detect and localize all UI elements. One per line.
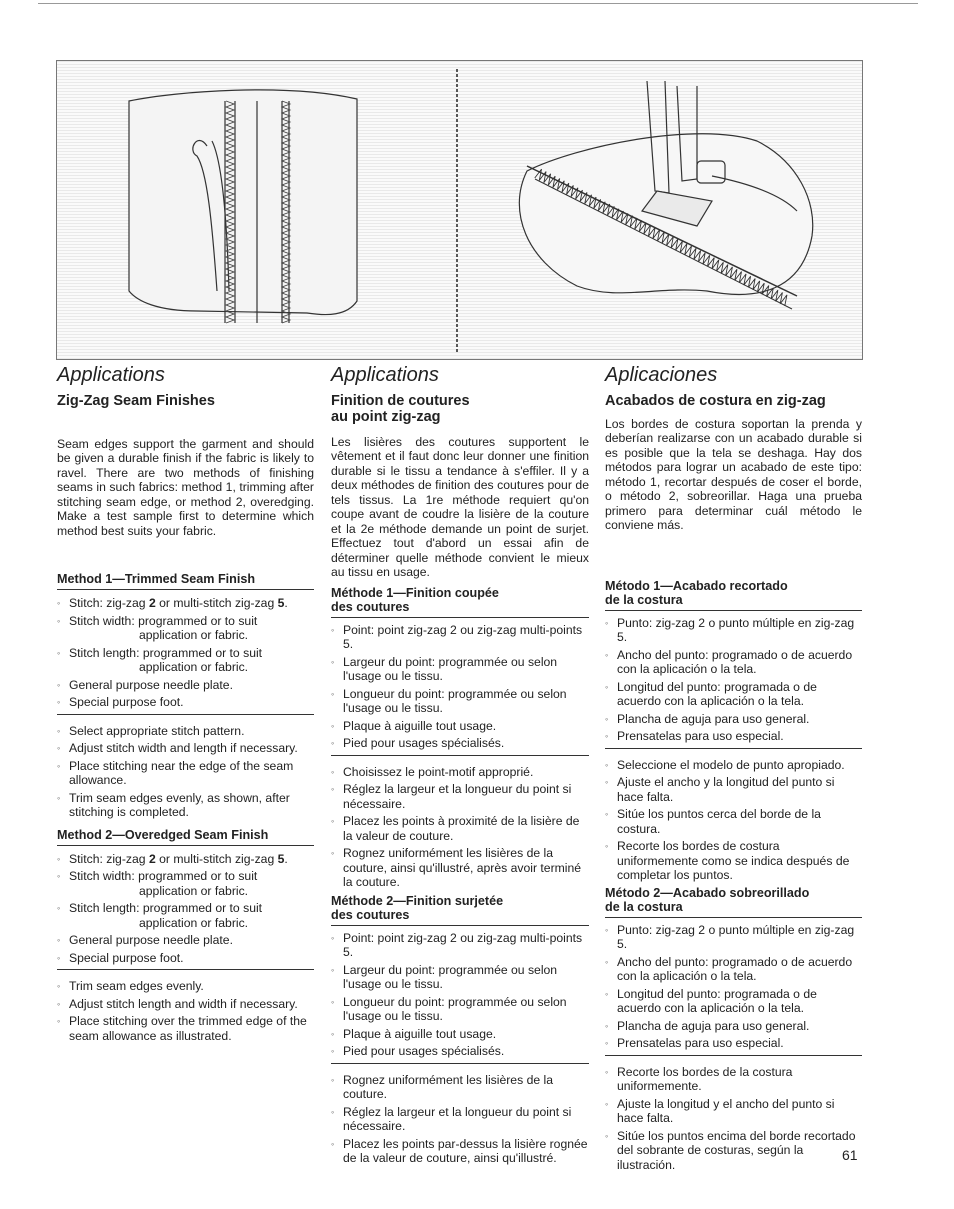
list-item: ◦ Pied pour usages spécialisés. <box>331 736 589 751</box>
spanish-method1-title: Método 1—Acabado recortado de la costura <box>605 579 862 611</box>
list-item: ◦ Réglez la largeur et la longueur du point si nécessaire. <box>331 782 589 811</box>
english-method2-settings <box>57 852 314 966</box>
english-method1-settings <box>57 596 314 710</box>
list-item: ◦ Recorte los bordes de la costura uniformemente. <box>605 1065 862 1094</box>
list-item: ◦ Stitch length: programmed or to suit application or fabric. <box>57 901 314 930</box>
french-column <box>331 364 589 1169</box>
english-title: Zig-Zag Seam Finishes <box>57 392 215 409</box>
list-item: ◦ Special purpose foot. <box>57 951 314 966</box>
french-method2-title: Méthode 2—Finition surjetée des coutures <box>331 894 589 926</box>
garment-drawing <box>129 90 357 323</box>
list-item: ◦ Rognez uniformément les lisières de la couture, ainsi qu'illustré, après avoir terminé la couture. <box>331 846 589 890</box>
list-item: ◦ Stitch: zig-zag 2 or multi-stitch zig-zag 5. <box>57 852 314 867</box>
french-intro: Les lisières des coutures supportent le vêtement et il faut donc leur donner une finition durable si le tissu a tendance à s'effiler. Il y a deux méthodes de finition des coutures pour de tels tissus. La 1re méthode requiert qu'on coupe avant de coudre la lisière de la couture et la 2e méthode demande un point de surjet. Effectuez tout d'abord un essai afin de déterminer quelle méthode convient le mieux au tissu en usage. <box>331 434 589 579</box>
list-item: ◦ Point: point zig-zag 2 ou zig-zag multi-points 5. <box>331 623 589 652</box>
list-item: ◦ Rognez uniformément les lisières de la couture. <box>331 1073 589 1102</box>
list-item: ◦ Plaque à aiguille tout usage. <box>331 1027 589 1042</box>
french-method2-settings <box>331 931 589 1059</box>
list-item: ◦ Ancho del punto: programado o de acuerdo con la aplicación o la tela. <box>605 648 862 677</box>
list-item: ◦ Ajuste el ancho y la longitud del punto si hace falta. <box>605 775 862 804</box>
spanish-title: Acabados de costura en zig-zag <box>605 392 826 409</box>
list-item: ◦ Stitch width: programmed or to suit application or fabric. <box>57 614 314 643</box>
list-item: ◦ Longueur du point: programmée ou selon l'usage ou le tissu. <box>331 687 589 716</box>
list-item: ◦ Largeur du point: programmée ou selon l'usage ou le tissu. <box>331 963 589 992</box>
list-item: ◦ Prensatelas para uso especial. <box>605 1036 862 1051</box>
spanish-column <box>605 364 862 1175</box>
french-method1-settings <box>331 623 589 751</box>
spanish-method1-steps <box>605 748 862 883</box>
list-item: ◦ Punto: zig-zag 2 o punto múltiple en zig-zag 5. <box>605 616 862 645</box>
list-item: ◦ Longitud del punto: programada o de acuerdo con la aplicación o la tela. <box>605 987 862 1016</box>
list-item: ◦ Sitúe los puntos cerca del borde de la costura. <box>605 807 862 836</box>
list-item: ◦ Recorte los bordes de costura uniformemente como se indica después de completar los puntos. <box>605 839 862 883</box>
spanish-method2-title: Método 2—Acabado sobreorillado de la costura <box>605 886 862 918</box>
list-item: ◦ Stitch: zig-zag 2 or multi-stitch zig-zag 5. <box>57 596 314 611</box>
list-item: ◦ Plaque à aiguille tout usage. <box>331 719 589 734</box>
french-method1-title: Méthode 1—Finition coupée des coutures <box>331 586 589 618</box>
top-rule <box>38 3 918 4</box>
list-item: ◦ Adjust stitch width and length if necessary. <box>57 741 314 756</box>
list-item: ◦ Ajuste la longitud y el ancho del punto si hace falta. <box>605 1097 862 1126</box>
spanish-method1-settings <box>605 616 862 744</box>
list-item: ◦ General purpose needle plate. <box>57 678 314 693</box>
list-item: ◦ Longitud del punto: programada o de acuerdo con la aplicación o la tela. <box>605 680 862 709</box>
list-item: ◦ Longueur du point: programmée ou selon l'usage ou le tissu. <box>331 995 589 1024</box>
list-item: ◦ Point: point zig-zag 2 ou zig-zag multi-points 5. <box>331 931 589 960</box>
english-method1-steps <box>57 714 314 820</box>
english-method2-steps <box>57 969 314 1043</box>
list-item: ◦ Pied pour usages spécialisés. <box>331 1044 589 1059</box>
list-item: ◦ Ancho del punto: programado o de acuerdo con la aplicación o la tela. <box>605 955 862 984</box>
english-method2-title: Method 2—Overedged Seam Finish <box>57 828 314 846</box>
list-item: ◦ Plancha de aguja para uso general. <box>605 712 862 727</box>
spanish-method2-steps <box>605 1055 862 1173</box>
list-item: ◦ Placez les points par-dessus la lisière rognée de la valeur de couture, ainsi qu'illustré. <box>331 1137 589 1166</box>
spanish-intro: Los bordes de costura soportan la prenda y deberían realizarse con un acabado durable si es posible que la tela se deshaga. Hay dos métodos para lograr un acabado de este tipo: método 1, recortar después de coser el borde, o método 2, sobreorillar. Haga una prueba primero para determinar cuál método le conviene más. <box>605 416 862 532</box>
list-item: ◦ Trim seam edges evenly. <box>57 979 314 994</box>
seam-illustration <box>57 61 862 359</box>
english-heading: Applications <box>57 364 165 386</box>
list-item: ◦ Choisissez le point-motif approprié. <box>331 765 589 780</box>
spanish-method2-settings <box>605 923 862 1051</box>
list-item: ◦ Place stitching near the edge of the seam allowance. <box>57 759 314 788</box>
french-heading: Applications <box>331 364 439 386</box>
list-item: ◦ Trim seam edges evenly, as shown, after stitching is completed. <box>57 791 314 820</box>
list-item: ◦ Stitch width: programmed or to suit application or fabric. <box>57 869 314 898</box>
list-item: ◦ Réglez la largeur et la longueur du point si nécessaire. <box>331 1105 589 1134</box>
page-number: 61 <box>842 1147 858 1163</box>
french-title: Finition de coutures au point zig-zag <box>331 392 470 425</box>
list-item: ◦ Special purpose foot. <box>57 695 314 710</box>
list-item: ◦ Largeur du point: programmée ou selon l'usage ou le tissu. <box>331 655 589 684</box>
list-item: ◦ General purpose needle plate. <box>57 933 314 948</box>
sewing-machine-drawing <box>519 81 812 309</box>
list-item: ◦ Adjust stitch length and width if necessary. <box>57 997 314 1012</box>
spanish-heading: Aplicaciones <box>605 364 718 386</box>
list-item: ◦ Punto: zig-zag 2 o punto múltiple en zig-zag 5. <box>605 923 862 952</box>
english-method1-title: Method 1—Trimmed Seam Finish <box>57 572 314 590</box>
list-item: ◦ Placez les points à proximité de la lisière de la valeur de couture. <box>331 814 589 843</box>
list-item: ◦ Stitch length: programmed or to suit application or fabric. <box>57 646 314 675</box>
list-item: ◦ Prensatelas para uso especial. <box>605 729 862 744</box>
english-intro: Seam edges support the garment and should be given a durable finish if the fabric is likely to ravel. There are two methods of finishing seams in such fabrics: method 1, trimming after stitching seam edge, or method 2, overedging. Make a test sample first to determine which method best suits your fabric. <box>57 436 314 538</box>
list-item: ◦ Seleccione el modelo de punto apropiado. <box>605 758 862 773</box>
french-method1-steps <box>331 755 589 890</box>
list-item: ◦ Sitúe los puntos encima del borde recortado del sobrante de costuras, según la ilustración. <box>605 1129 862 1173</box>
french-method2-steps <box>331 1063 589 1166</box>
list-item: ◦ Place stitching over the trimmed edge of the seam allowance as illustrated. <box>57 1014 314 1043</box>
list-item: ◦ Plancha de aguja para uso general. <box>605 1019 862 1034</box>
english-column <box>57 364 314 1046</box>
list-item: ◦ Select appropriate stitch pattern. <box>57 724 314 739</box>
illustration-panel <box>56 60 863 360</box>
